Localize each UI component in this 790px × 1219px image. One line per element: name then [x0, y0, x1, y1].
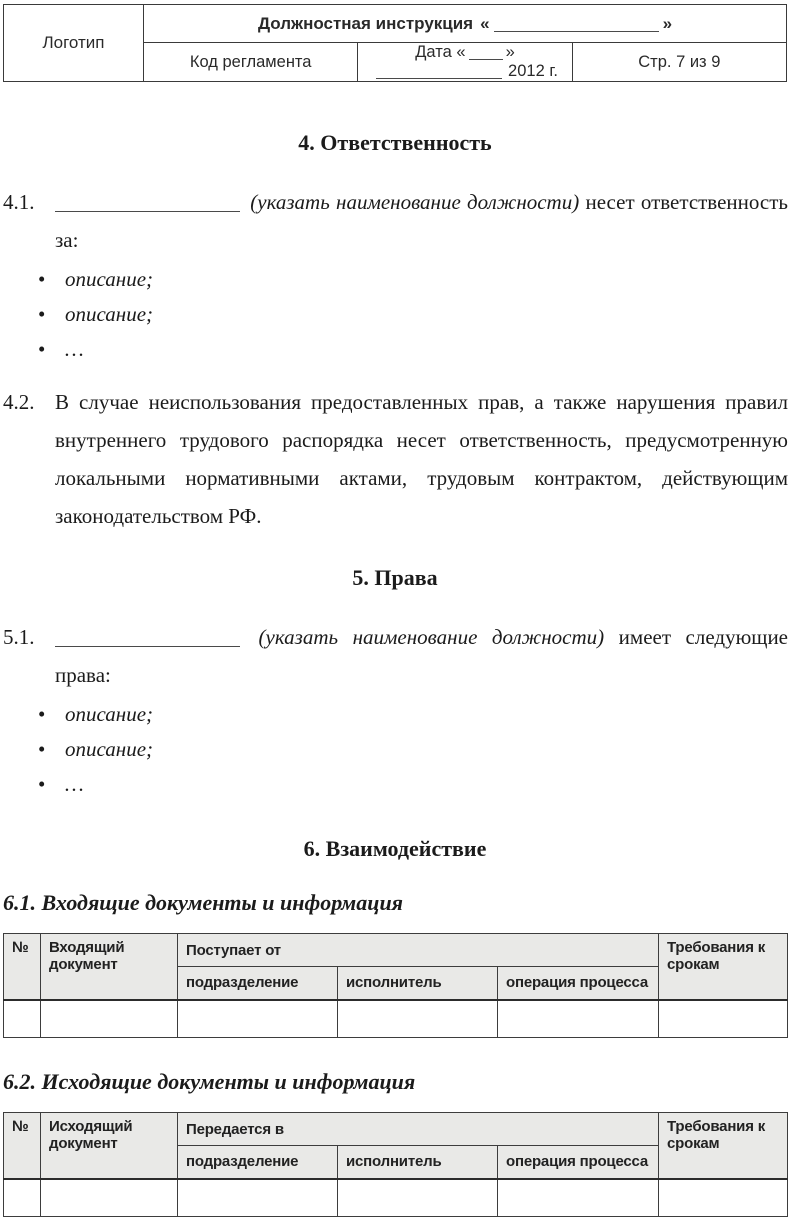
section-4-title: 4. Ответственность [298, 130, 492, 155]
list-item [0, 732, 790, 767]
list-item-text: … [65, 772, 84, 796]
column-header-requirements: Требования к срокам [659, 1113, 788, 1179]
empty-cell [659, 1000, 788, 1038]
column-header-number: № [4, 1113, 41, 1179]
subcolumn-process-operation: операция процесса [498, 967, 659, 1000]
subcolumn-process-operation: операция процесса [498, 1146, 659, 1179]
section-5-title: 5. Права [352, 565, 438, 590]
paragraph-text: В случае неиспользования предоставленных прав, а также нарушения правил внутреннего трудового распорядка несет ответственность, предусмотренную локальными нормативными актами, трудовым контрактом, действующим законодательством РФ. [55, 390, 788, 528]
empty-cell [41, 1000, 178, 1038]
subcolumn-department: подразделение [178, 967, 338, 1000]
column-header-requirements: Требования к срокам [659, 934, 788, 1000]
list-item-text: описание; [65, 267, 154, 291]
document-title-label: Должностная инструкция [257, 13, 474, 33]
column-header-number: № [4, 934, 41, 1000]
paragraph-text: несет ответственность за: [55, 190, 788, 252]
list-item-text: описание; [65, 702, 154, 726]
date-label: Дата [415, 43, 452, 61]
regulation-code-cell: Код регламента [144, 43, 358, 82]
position-hint: (указать наименование должности) [250, 190, 580, 214]
bullet-icon: • [38, 737, 46, 761]
bullet-icon: • [38, 772, 46, 796]
date-year: 2012 г. [508, 62, 558, 80]
date-close-quote: » [505, 43, 515, 61]
bullet-icon: • [38, 702, 46, 726]
date-month-blank [376, 75, 502, 79]
list-item-text: … [65, 337, 84, 361]
paragraph-number: 4.2. [3, 390, 35, 414]
column-group-transferred-to: Передается в [178, 1113, 659, 1146]
responsibility-bullet-list [0, 262, 790, 367]
list-item [0, 332, 790, 367]
table-row [4, 1179, 788, 1217]
position-hint: (указать наименование должности) [258, 625, 605, 649]
document-header-table [3, 4, 787, 82]
open-quote: « [480, 13, 490, 33]
paragraph-4-2 [3, 383, 788, 535]
rights-bullet-list [0, 697, 790, 802]
title-blank-line [494, 28, 659, 32]
bullet-icon: • [38, 302, 46, 326]
date-open-quote: « [456, 43, 466, 61]
empty-cell [41, 1179, 178, 1217]
paragraph-text: имеет следующие права: [55, 625, 789, 687]
list-item-text: описание; [65, 302, 154, 326]
subcolumn-executor: исполнитель [338, 967, 498, 1000]
column-header-outgoing-document: Исходящий документ [41, 1113, 178, 1179]
paragraph-5-1 [3, 618, 788, 694]
document-title-cell [144, 5, 787, 43]
list-item [0, 297, 790, 332]
empty-cell [178, 1000, 338, 1038]
subsection-6-1-title: 6.1. Входящие документы и информация [3, 890, 404, 915]
subsection-6-2-title: 6.2. Исходящие документы и информация [3, 1069, 416, 1094]
empty-cell [338, 1179, 498, 1217]
empty-cell [4, 1000, 41, 1038]
position-name-blank [55, 208, 240, 212]
list-item-text: описание; [65, 737, 154, 761]
position-name-blank [55, 643, 240, 647]
subcolumn-department: подразделение [178, 1146, 338, 1179]
outgoing-documents-table [3, 1112, 788, 1217]
bullet-icon: • [38, 267, 46, 291]
empty-cell [498, 1179, 659, 1217]
paragraph-number: 4.1. [3, 190, 35, 214]
close-quote: » [662, 13, 673, 33]
incoming-documents-table [3, 933, 788, 1038]
empty-cell [659, 1179, 788, 1217]
date-day-blank [469, 56, 503, 60]
empty-cell [4, 1179, 41, 1217]
empty-cell [498, 1000, 659, 1038]
empty-cell [178, 1179, 338, 1217]
empty-cell [338, 1000, 498, 1038]
page-number-cell: Стр. 7 из 9 [572, 43, 786, 82]
subcolumn-executor: исполнитель [338, 1146, 498, 1179]
column-group-received-from: Поступает от [178, 934, 659, 967]
logo-placeholder: Логотип [4, 5, 144, 82]
column-header-incoming-document: Входящий документ [41, 934, 178, 1000]
bullet-icon: • [38, 337, 46, 361]
table-row [4, 1000, 788, 1038]
date-cell [358, 43, 572, 82]
document-page [0, 4, 790, 1219]
section-6-title: 6. Взаимодействие [303, 836, 487, 861]
paragraph-4-1 [3, 183, 788, 259]
paragraph-number: 5.1. [3, 625, 35, 649]
list-item [0, 767, 790, 802]
list-item [0, 697, 790, 732]
list-item [0, 262, 790, 297]
